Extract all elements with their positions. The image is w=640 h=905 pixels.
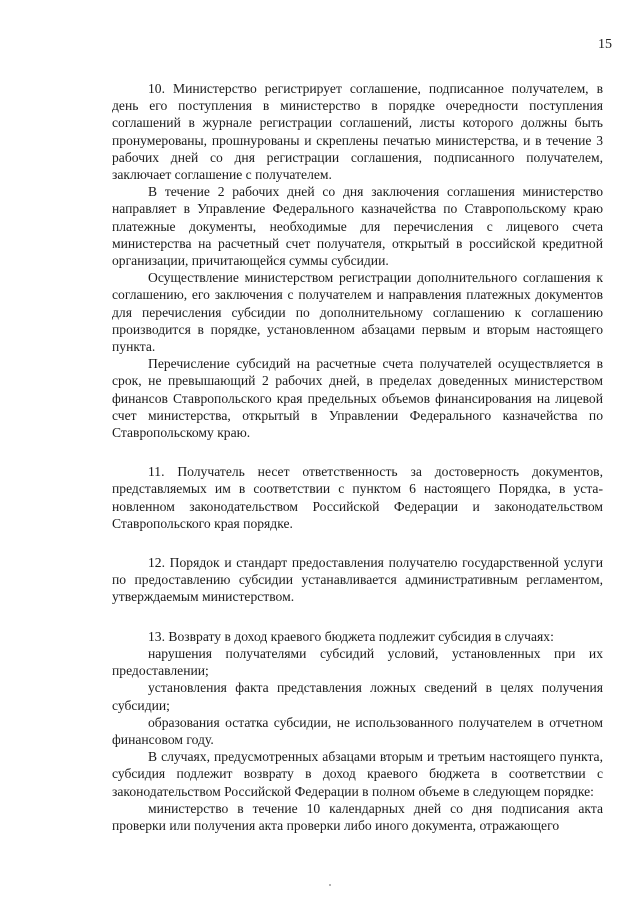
- paragraph: 10. Министерство регистрирует соглашение, подписанное получателем, в день его поступления в министерство в порядке очередности поступления соглашений в журнале регистрации соглашений, листы которого должны быть пронумерованы, прошнурованы и скреплены печатью министерства, и в течение 3 рабочих дней со дня регистрации соглашения, подписанного получателем, заключает соглашение с получателем.: [112, 81, 603, 183]
- document-body: [112, 80, 603, 834]
- paragraph: нарушения получателями субсидий условий, установленных при их предоставлении;: [112, 645, 603, 679]
- section-gap: [112, 606, 603, 628]
- paragraph: образования остатка субсидии, не использованного получателем в отчетном финансовом году.: [112, 714, 603, 747]
- paragraph: 12. Порядок и стандарт предоставления получателю государственной услуги по предоставлению субсидии устанавливается административным регламентом, утверждаемым министерством.: [112, 555, 603, 605]
- page-number: 15: [598, 37, 612, 52]
- paragraph: В случаях, предусмотренных абзацами вторым и третьим настоящего пункта, субсидия подлежит возврату в доход краевого бюджета в соответствии с законодательством Российской Федерации в полном объеме в следующем порядке:: [112, 749, 603, 799]
- scan-artifact: [329, 884, 331, 886]
- paragraph: министерство в течение 10 календарных дней со дня подписания акта проверки или получения акта проверки либо иного документа, отражающего: [112, 800, 603, 833]
- section-gap: [112, 441, 603, 463]
- paragraph: Осуществление министерством регистрации дополнительного соглашения к соглашению, его заключения с получателем и направления платежных документов для перечисления субсидии по дополнительному соглашению к соглашению производится в порядке, установленном абзацами первым и вторым настоящего пункта.: [112, 270, 603, 355]
- paragraph: 11. Получатель несет ответственность за достоверность документов, представляемых им в соответствии с пунктом 6 настоящего Порядка, в установленном законодательством Российской Федерации и законодательством Ставропольского края порядке.: [112, 464, 603, 531]
- paragraph: В течение 2 рабочих дней со дня заключения соглашения министерство направляет в Управление Федерального казначейства по Ставропольскому краю платежные документы, необходимые для перечисления с лицевого счета министерства на расчетный счет получателя, открытый в российской кредитной организации, причитающейся суммы субсидии.: [112, 184, 603, 269]
- paragraph: установления факта представления ложных сведений в целях получения субсидии;: [112, 680, 603, 713]
- paragraph: 13. Возврату в доход краевого бюджета подлежит субсидия в случаях:: [148, 628, 554, 644]
- paragraph: Перечисление субсидий на расчетные счета получателей осуществляется в срок, не превышающий 2 рабочих дней, в пределах доведенных министерством финансов Ставропольского края предельных объемов финансирования на лицевой счет министерства, открытый в Управлении Федерального казначейства по Ставропольскому краю.: [112, 356, 603, 441]
- section-gap: [112, 532, 603, 554]
